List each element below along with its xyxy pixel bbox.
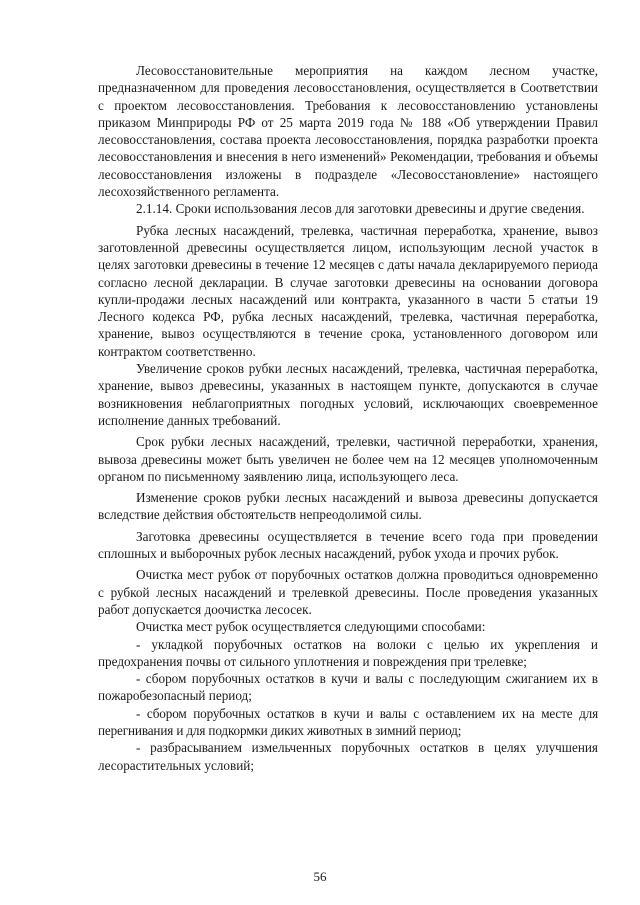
paragraph-term-extension-12-months: Срок рубки лесных насаждений, трелевки, частичной переработки, хранения, вывоза древесины может быть увеличен не более чем на 12 месяцев уполномоченным органом по письменному заявлению лица, использующего леса.	[98, 434, 598, 484]
paragraph-year-round-harvesting: Заготовка древесины осуществляется в течение всего года при проведении сплошных и выборочных рубок лесных насаждений, рубок ухода и прочих рубок.	[98, 528, 598, 562]
paragraph-term-extension-weather: Увеличение сроков рубки лесных насаждений, трелевка, частичная переработка, хранение, вывоз древесины, указанных в настоящем пункте, допускаются в случае возникновения неблагоприятных погодных условий, исключающих своевременное исполнение данных требований.	[98, 361, 598, 428]
list-item-skid-trails: - укладкой порубочных остатков на волоки с целью их укрепления и предохранения почвы от сильного уплотнения и повреждения при трелевке;	[98, 636, 598, 669]
document-body	[98, 62, 598, 774]
page-number: 56	[313, 869, 327, 884]
list-item-decomposition: - сбором порубочных остатков в кучи и валы с оставлением их на месте для перегнивания и для подкормки диких животных в зимний период;	[98, 705, 598, 738]
paragraph-cleaning-methods-intro: Очистка мест рубок осуществляется следующими способами:	[136, 619, 486, 635]
paragraph-cleaning-sites: Очистка мест рубок от порубочных остатков должна проводиться одновременно с рубкой лесных насаждений и трелевкой древесины. После проведения указанных работ допускается доочистка лесосек.	[98, 567, 598, 617]
section-heading-2-1-14: 2.1.14. Сроки использования лесов для заготовки древесины и другие сведения.	[136, 201, 585, 217]
paragraph-reforestation: Лесовосстановительные мероприятия на каждом лесном участке, предназначенном для проведения лесовосстановления, осуществляется в Соответствии с проектом лесовосстановления. Требования к лесовосстановлению установлены приказом Минприроды РФ от 25 марта 2019 года № 188 «Об утверждении Правил лесовосстановления, состава проекта лесовосстановления, порядка разработки проекта лесовосстановления и внесения в него изменений» Рекомендации, требования и объемы лесовосстановления изложены в подразделе «Лесовосстановление» настоящего лесохозяйственного регламента.	[98, 63, 598, 200]
paragraph-force-majeure: Изменение сроков рубки лесных насаждений и вывоза древесины допускается вследствие действия обстоятельств непреодолимой силы.	[98, 490, 598, 523]
paragraph-logging-terms: Рубка лесных насаждений, трелевка, частичная переработка, хранение, вывоз заготовленной древесины осуществляется лицом, использующим лесной участок в целях заготовки древесины в течение 12 месяцев с даты начала декларируемого периода согласно лесной декларации. В случае заготовки древесины на основании договора купли-продажи лесных насаждений или контракта, указанного в части 5 статьи 19 Лесного кодекса РФ, рубка лесных насаждений, трелевка, частичная переработка, хранение, вывоз осуществляются в течение срока, установленного договором или контрактом соответственно.	[98, 222, 598, 359]
list-item-burning: - сбором порубочных остатков в кучи и валы с последующим сжиганием их в пожаробезопасный период;	[98, 671, 598, 704]
list-item-scattering: - разбрасыванием измельченных порубочных остатков в целях улучшения лесорастительных условий;	[98, 740, 598, 773]
